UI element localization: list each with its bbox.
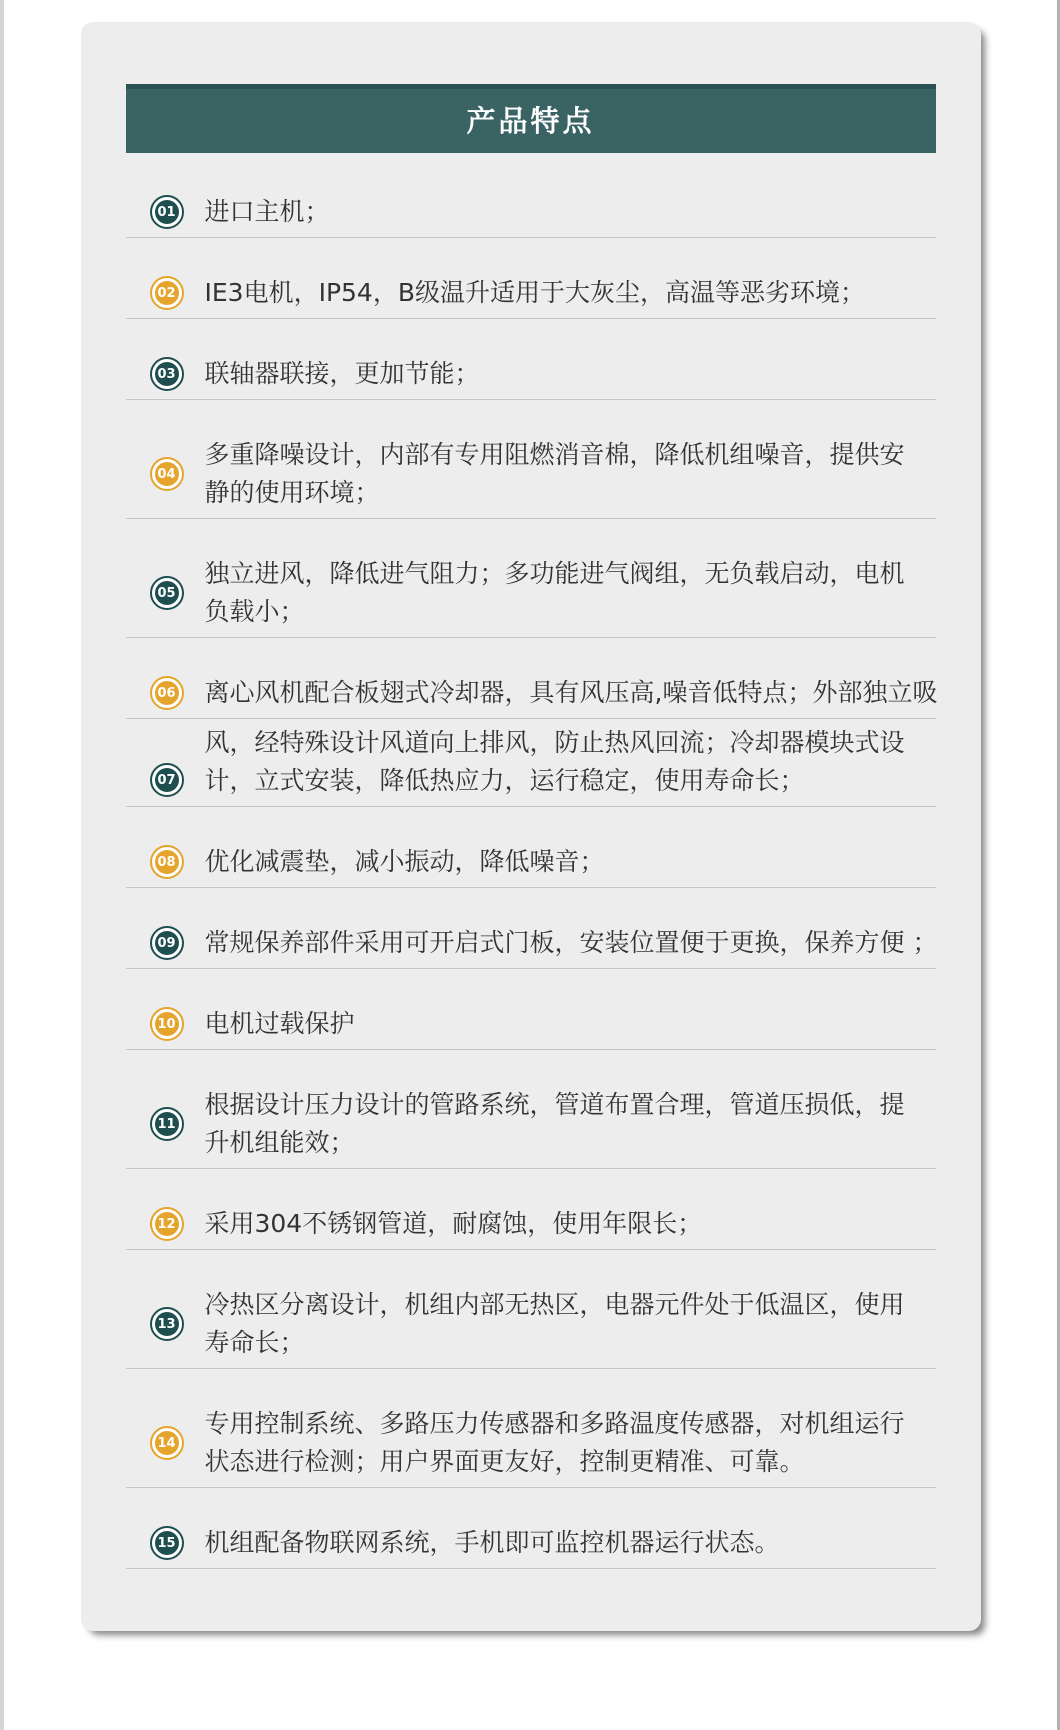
feature-item xyxy=(126,1005,936,1050)
feature-number-badge xyxy=(150,357,184,391)
feature-item xyxy=(126,724,936,807)
feature-text: 进口主机； xyxy=(204,197,330,226)
feature-number-badge xyxy=(150,195,184,229)
feature-number: 03 xyxy=(155,362,179,386)
feature-number-badge xyxy=(150,676,184,710)
section-header-bar xyxy=(126,84,936,153)
feature-number: 02 xyxy=(155,281,179,305)
feature-number-badge xyxy=(150,1007,184,1041)
feature-number: 07 xyxy=(155,768,179,792)
feature-text: 机组配备物联网系统，手机即可监控机器运行状态。 xyxy=(204,1528,780,1557)
feature-number: 15 xyxy=(155,1531,179,1555)
feature-item xyxy=(126,555,936,638)
product-features-card xyxy=(81,22,981,1631)
feature-text: 多重降噪设计，内部有专用阻燃消音棉，降低机组噪音，提供安静的使用环境； xyxy=(204,440,905,507)
feature-item xyxy=(126,436,936,519)
feature-text: IE3电机，IP54，B级温升适用于大灰尘，高温等恶劣环境； xyxy=(204,278,865,307)
feature-number: 05 xyxy=(155,581,179,605)
feature-item xyxy=(126,843,936,888)
feature-text: 冷热区分离设计，机组内部无热区，电器元件处于低温区，使用寿命长； xyxy=(204,1290,905,1357)
feature-item xyxy=(126,1524,936,1569)
feature-number: 13 xyxy=(155,1312,179,1336)
feature-item xyxy=(126,924,936,969)
feature-text: 联轴器联接，更加节能； xyxy=(204,359,480,388)
feature-item xyxy=(126,1405,936,1488)
feature-item xyxy=(126,674,936,719)
feature-item xyxy=(126,355,936,400)
feature-item xyxy=(126,274,936,319)
feature-number: 14 xyxy=(155,1431,179,1455)
feature-number-badge xyxy=(150,1307,184,1341)
feature-number-badge xyxy=(150,276,184,310)
feature-number-badge xyxy=(150,576,184,610)
feature-item xyxy=(126,1086,936,1169)
features-list xyxy=(126,193,936,1569)
feature-text: 风，经特殊设计风道向上排风，防止热风回流；冷却器模块式设计，立式安装，降低热应力，运行稳定，使用寿命长； xyxy=(204,728,905,795)
feature-number-badge xyxy=(150,1526,184,1560)
feature-number-badge xyxy=(150,763,184,797)
feature-number: 04 xyxy=(155,462,179,486)
feature-number-badge xyxy=(150,845,184,879)
feature-number-badge xyxy=(150,1107,184,1141)
feature-number: 06 xyxy=(155,681,179,705)
feature-text: 优化减震垫，减小振动，降低噪音； xyxy=(204,847,605,876)
feature-item xyxy=(126,1205,936,1250)
feature-number: 08 xyxy=(155,850,179,874)
feature-text: 采用304不锈钢管道，耐腐蚀，使用年限长； xyxy=(204,1209,703,1238)
feature-number-badge xyxy=(150,457,184,491)
feature-number: 10 xyxy=(155,1012,179,1036)
feature-text: 电机过载保护 xyxy=(204,1009,355,1038)
feature-number: 12 xyxy=(155,1212,179,1236)
feature-text: 常规保养部件采用可开启式门板，安装位置便于更换，保养方便 ； xyxy=(204,928,938,957)
feature-number: 01 xyxy=(155,200,179,224)
feature-number: 11 xyxy=(155,1112,179,1136)
feature-text: 专用控制系统、多路压力传感器和多路温度传感器，对机组运行状态进行检测；用户界面更友好，控制更精准、可靠。 xyxy=(204,1409,905,1476)
page-title: 产品特点 xyxy=(466,103,595,138)
feature-text: 独立进风，降低进气阻力；多功能进气阀组，无负载启动，电机负载小； xyxy=(204,559,905,626)
feature-item xyxy=(126,1286,936,1369)
feature-number-badge xyxy=(150,1207,184,1241)
feature-number-badge xyxy=(150,926,184,960)
feature-text: 离心风机配合板翅式冷却器，具有风压高,噪音低特点；外部独立吸 xyxy=(204,678,938,707)
feature-text: 根据设计压力设计的管路系统，管道布置合理，管道压损低，提升机组能效； xyxy=(204,1090,905,1157)
feature-number: 09 xyxy=(155,931,179,955)
feature-item xyxy=(126,193,936,238)
feature-number-badge xyxy=(150,1426,184,1460)
